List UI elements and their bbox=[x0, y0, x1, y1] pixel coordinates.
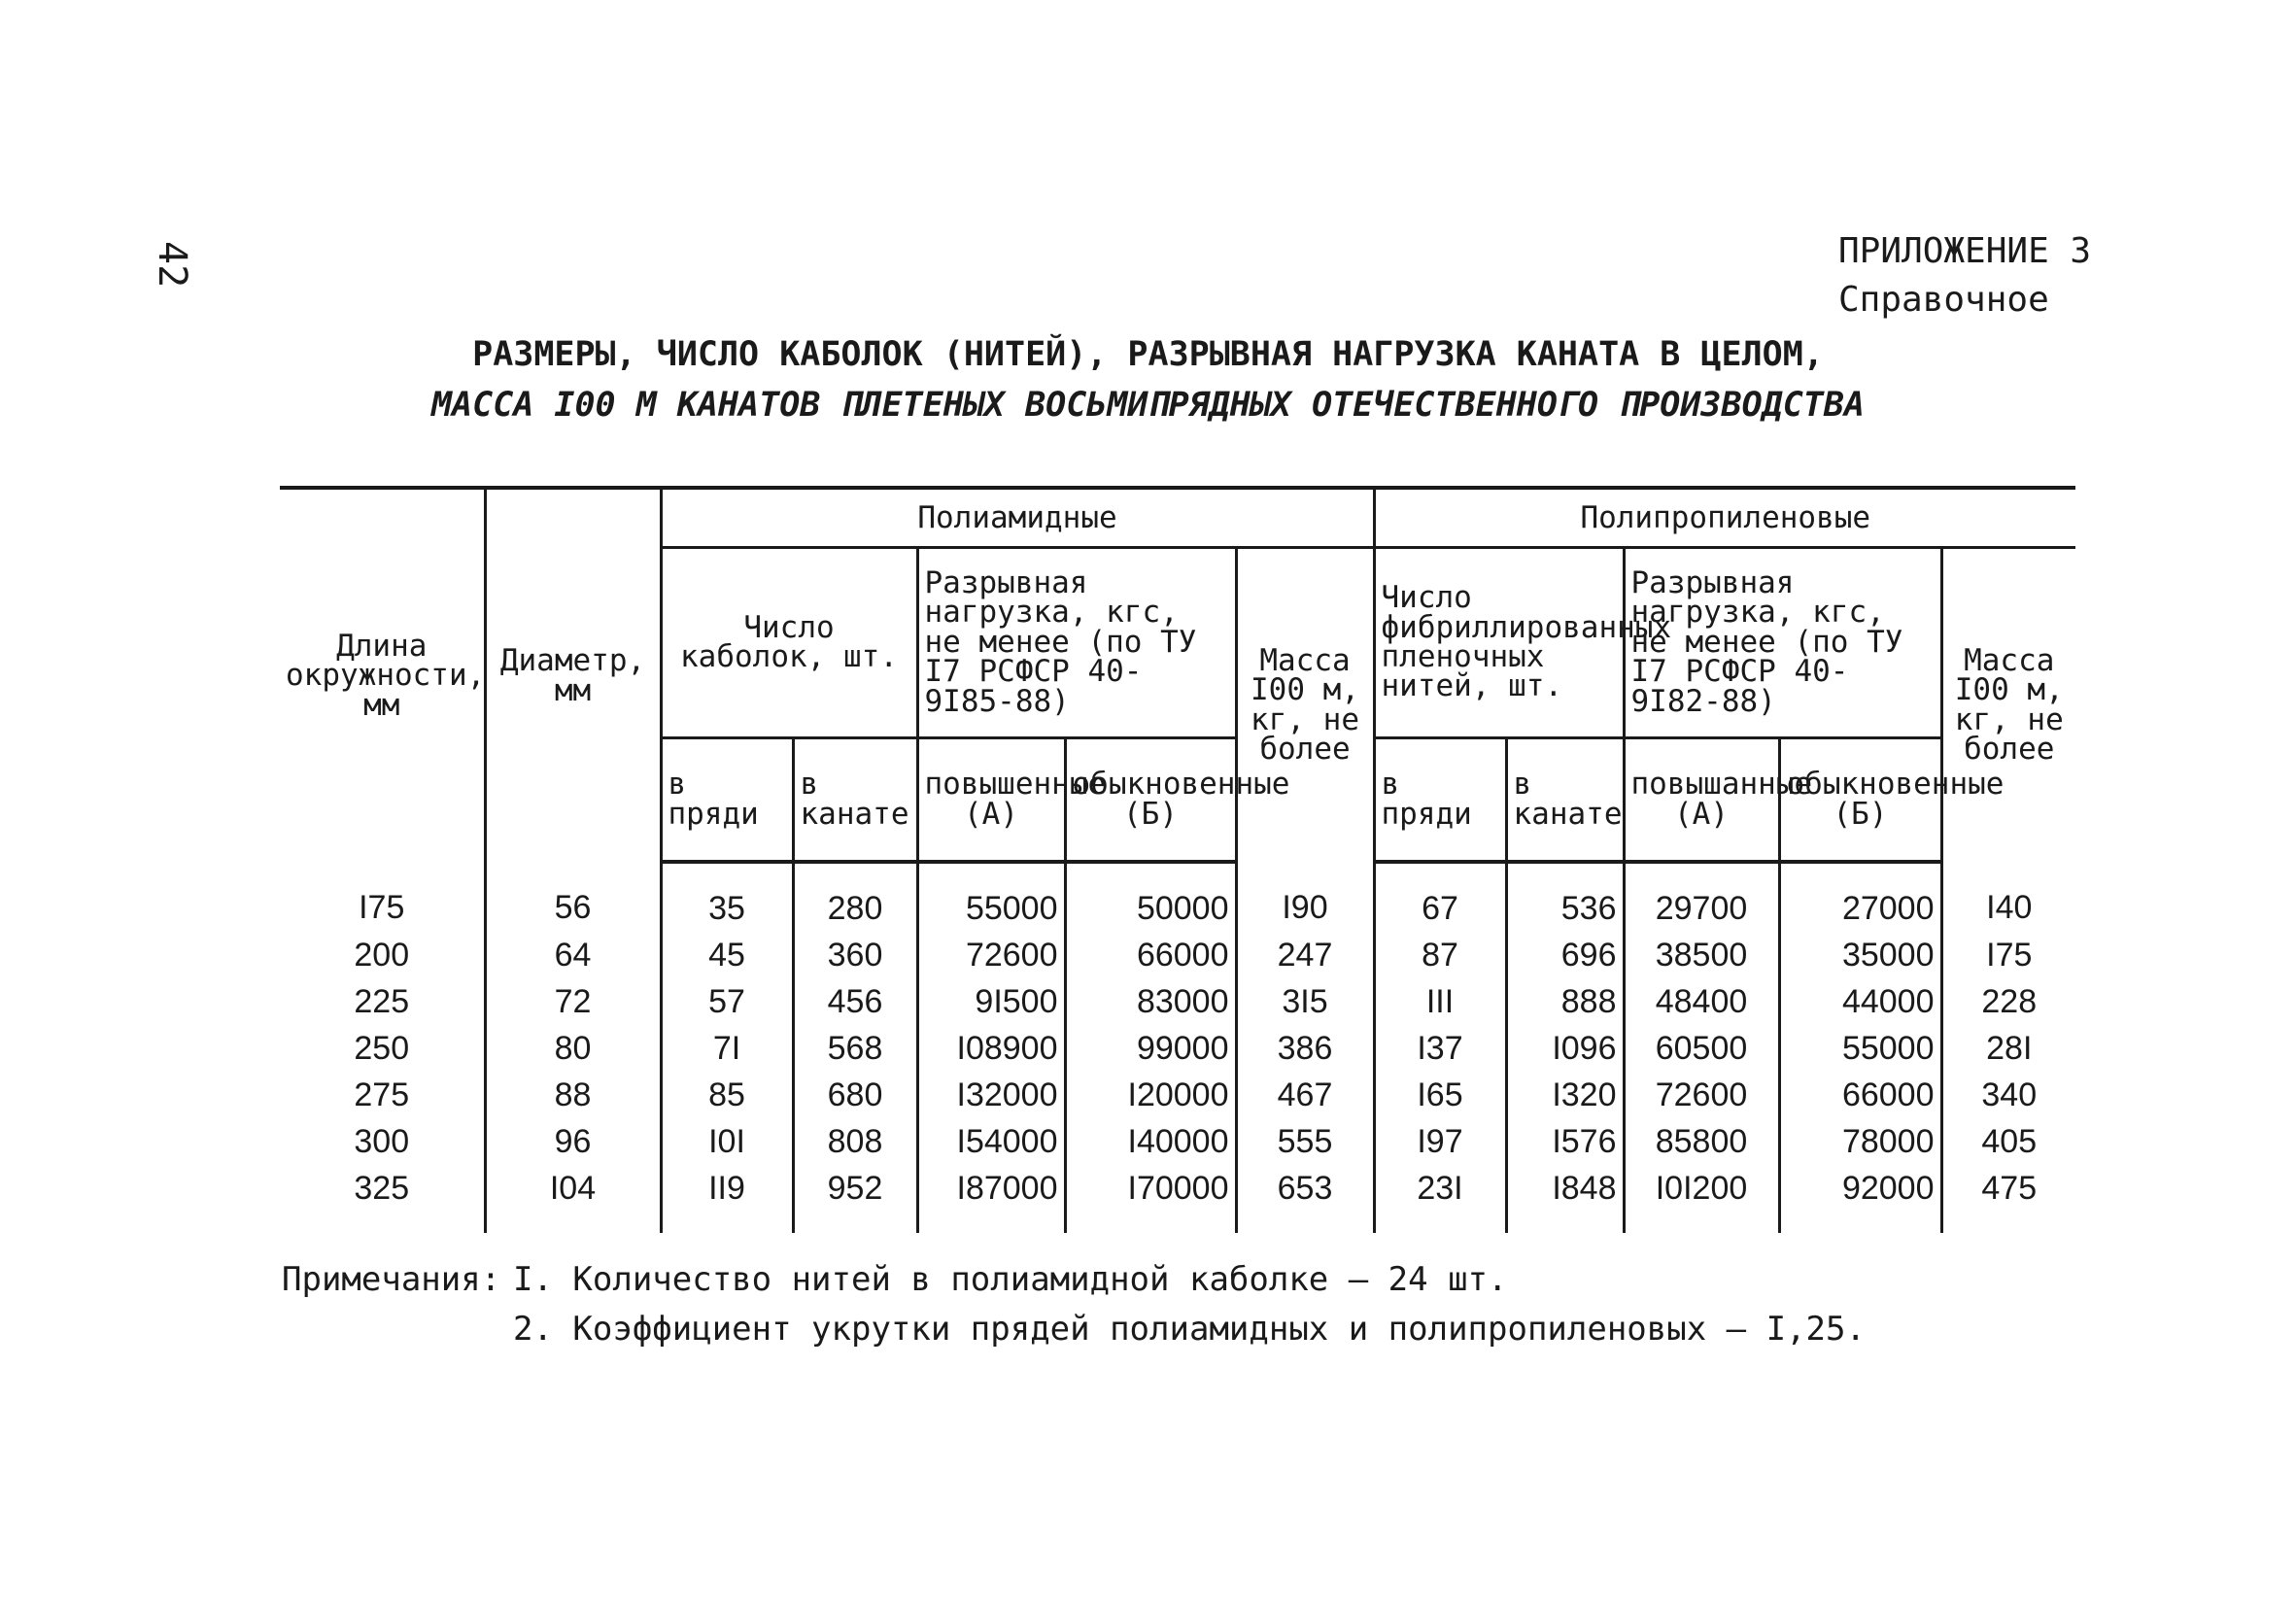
cell-pa-normal: 50000 bbox=[1065, 862, 1236, 932]
cell-pa-mass: 467 bbox=[1236, 1072, 1374, 1118]
cell-pp-mass: I75 bbox=[1941, 932, 2075, 978]
header-pa-normal: обыкновенные (Б) bbox=[1065, 737, 1236, 862]
header-pa-mass: Масса I00 м, кг, не более bbox=[1236, 547, 1374, 862]
document-title-line-1: РАЗМЕРЫ, ЧИСЛО КАБОЛОК (НИТЕЙ), РАЗРЫВНАЯ НАГРУЗКА КАНАТА В ЦЕЛОМ, bbox=[472, 335, 1824, 374]
cell-pp-high: 60500 bbox=[1624, 1025, 1779, 1072]
header-pa-breaking-load: Разрывная нагрузка, кгс, не менее (по ТУ I7 РСФСР 40-9I85-88) bbox=[917, 547, 1236, 737]
cell-pa-in-rope: 952 bbox=[793, 1165, 917, 1233]
cell-pp-in-rope: I320 bbox=[1506, 1072, 1624, 1118]
header-pp-in-rope: в канате bbox=[1506, 737, 1624, 862]
table-row bbox=[280, 1072, 2075, 1118]
cell-pa-high: I54000 bbox=[917, 1118, 1065, 1165]
cell-pp-high: I0I200 bbox=[1624, 1165, 1779, 1233]
header-pa-yarn-count: Число каболок, шт. bbox=[661, 547, 917, 737]
cell-pa-normal: 83000 bbox=[1065, 978, 1236, 1025]
notes bbox=[282, 1255, 1866, 1354]
table-row bbox=[280, 932, 2075, 978]
cell-pa-mass: 386 bbox=[1236, 1025, 1374, 1072]
cell-diameter: I04 bbox=[485, 1165, 661, 1233]
cell-pa-mass: 247 bbox=[1236, 932, 1374, 978]
header-polypropylene-group: Полипропиленовые bbox=[1374, 488, 2075, 547]
cell-pa-in-rope: 680 bbox=[793, 1072, 917, 1118]
cell-pa-in-strand: II9 bbox=[661, 1165, 793, 1233]
cell-diameter: 80 bbox=[485, 1025, 661, 1072]
cell-diameter: 56 bbox=[485, 862, 661, 932]
cell-pa-mass: 555 bbox=[1236, 1118, 1374, 1165]
cell-pp-high: 29700 bbox=[1624, 862, 1779, 932]
cell-pp-in-rope: 696 bbox=[1506, 932, 1624, 978]
table-header bbox=[280, 488, 2075, 862]
cell-pp-mass: 28I bbox=[1941, 1025, 2075, 1072]
header-pp-high: повышанные (А) bbox=[1624, 737, 1779, 862]
cell-pp-in-rope: 536 bbox=[1506, 862, 1624, 932]
cell-pp-in-strand: 87 bbox=[1374, 932, 1506, 978]
cell-pa-high: I08900 bbox=[917, 1025, 1065, 1072]
header-polyamide-group: Полиамидные bbox=[661, 488, 1374, 547]
cell-circumference: 325 bbox=[354, 1169, 410, 1207]
cell-pa-high: 9I500 bbox=[917, 978, 1065, 1025]
cell-pp-normal: 35000 bbox=[1779, 932, 1941, 978]
cell-circumference: 200 bbox=[354, 936, 410, 974]
note-line-2 bbox=[282, 1305, 1866, 1354]
cell-pp-mass: 405 bbox=[1941, 1118, 2075, 1165]
cell-pp-normal: 55000 bbox=[1779, 1025, 1941, 1072]
cell-pa-in-strand: 45 bbox=[661, 932, 793, 978]
cell-pa-mass: 653 bbox=[1236, 1165, 1374, 1233]
document-title-line-2: МАССА I00 М КАНАТОВ ПЛЕТЕНЫХ ВОСЬМИПРЯДНЫХ ОТЕЧЕСТВЕННОГО ПРОИЗВОДСТВА bbox=[430, 386, 1866, 425]
header-pa-high: повышенные (А) bbox=[917, 737, 1065, 862]
notes-label: Примечания: bbox=[282, 1260, 501, 1299]
cell-circumference: 250 bbox=[354, 1029, 410, 1067]
cell-pa-in-rope: 360 bbox=[793, 932, 917, 978]
cell-pa-in-rope: 280 bbox=[793, 862, 917, 932]
cell-circumference: 300 bbox=[354, 1122, 410, 1160]
cell-pp-high: 85800 bbox=[1624, 1118, 1779, 1165]
table-body bbox=[280, 862, 2075, 1233]
note-item: 2. Коэффициент укрутки прядей полиамидных и полипропиленовых – I,25. bbox=[513, 1310, 1866, 1349]
cell-pp-high: 38500 bbox=[1624, 932, 1779, 978]
cell-pp-mass: 475 bbox=[1941, 1165, 2075, 1233]
header-circumference: Длина окружности, мм bbox=[280, 488, 485, 862]
cell-pa-in-rope: 456 bbox=[793, 978, 917, 1025]
cell-diameter: 88 bbox=[485, 1072, 661, 1118]
cell-pp-in-strand: 67 bbox=[1374, 862, 1506, 932]
cell-pa-in-strand: 57 bbox=[661, 978, 793, 1025]
cell-pa-normal: I70000 bbox=[1065, 1165, 1236, 1233]
cell-pp-in-rope: I848 bbox=[1506, 1165, 1624, 1233]
cell-pp-in-rope: I096 bbox=[1506, 1025, 1624, 1072]
note-line-1 bbox=[282, 1255, 1866, 1305]
cell-pp-high: 48400 bbox=[1624, 978, 1779, 1025]
cell-pa-in-strand: 85 bbox=[661, 1072, 793, 1118]
cell-pa-mass: 3I5 bbox=[1236, 978, 1374, 1025]
cell-pp-mass: I40 bbox=[1941, 862, 2075, 932]
appendix-label: ПРИЛОЖЕНИЕ 3 bbox=[1838, 231, 2092, 271]
table-row bbox=[280, 1165, 2075, 1233]
table-row bbox=[280, 1025, 2075, 1072]
table-row bbox=[280, 1118, 2075, 1165]
header-pp-normal: обыкновенные (Б) bbox=[1779, 737, 1941, 862]
cell-pp-normal: 44000 bbox=[1779, 978, 1941, 1025]
table-row bbox=[280, 978, 2075, 1025]
header-pp-filament-count: Число фибриллированных пленочных нитей, шт. bbox=[1374, 547, 1624, 737]
cell-diameter: 96 bbox=[485, 1118, 661, 1165]
appendix-type: Справочное bbox=[1838, 280, 2049, 320]
cell-pa-high: 55000 bbox=[917, 862, 1065, 932]
rope-specification-table bbox=[280, 486, 2075, 1233]
cell-pa-normal: 99000 bbox=[1065, 1025, 1236, 1072]
cell-pp-in-rope: I576 bbox=[1506, 1118, 1624, 1165]
cell-pa-high: I32000 bbox=[917, 1072, 1065, 1118]
cell-pp-normal: 27000 bbox=[1779, 862, 1941, 932]
cell-pp-in-rope: 888 bbox=[1506, 978, 1624, 1025]
cell-diameter: 72 bbox=[485, 978, 661, 1025]
cell-pp-in-strand: I97 bbox=[1374, 1118, 1506, 1165]
cell-pa-high: I87000 bbox=[917, 1165, 1065, 1233]
header-diameter: Диаметр, мм bbox=[485, 488, 661, 862]
cell-pp-mass: 340 bbox=[1941, 1072, 2075, 1118]
header-pp-mass: Масса I00 м, кг, не более bbox=[1941, 547, 2075, 862]
cell-diameter: 64 bbox=[485, 932, 661, 978]
cell-pp-normal: 66000 bbox=[1779, 1072, 1941, 1118]
cell-circumference: 225 bbox=[354, 982, 410, 1020]
cell-pa-normal: I20000 bbox=[1065, 1072, 1236, 1118]
cell-pp-normal: 92000 bbox=[1779, 1165, 1941, 1233]
cell-pa-in-strand: 7I bbox=[661, 1025, 793, 1072]
cell-pp-in-strand: I65 bbox=[1374, 1072, 1506, 1118]
cell-pa-in-rope: 808 bbox=[793, 1118, 917, 1165]
cell-circumference: 275 bbox=[354, 1076, 410, 1113]
cell-pa-normal: 66000 bbox=[1065, 932, 1236, 978]
page-number: 42 bbox=[150, 241, 194, 289]
cell-pp-mass: 228 bbox=[1941, 978, 2075, 1025]
cell-pp-in-strand: I37 bbox=[1374, 1025, 1506, 1072]
header-pp-in-strand: в пряди bbox=[1374, 737, 1506, 862]
cell-pa-mass: I90 bbox=[1236, 862, 1374, 932]
header-pa-in-strand: в пряди bbox=[661, 737, 793, 862]
cell-pp-in-strand: 23I bbox=[1374, 1165, 1506, 1233]
cell-pp-high: 72600 bbox=[1624, 1072, 1779, 1118]
cell-circumference: I75 bbox=[359, 888, 405, 926]
cell-pa-in-strand: I0I bbox=[661, 1118, 793, 1165]
header-pa-in-rope: в канате bbox=[793, 737, 917, 862]
cell-pa-normal: I40000 bbox=[1065, 1118, 1236, 1165]
table-row bbox=[280, 862, 2075, 932]
header-pp-breaking-load: Разрывная нагрузка, кгс, не менее (по ТУ I7 РСФСР 40-9I82-88) bbox=[1624, 547, 1941, 737]
rope-specification-table-container bbox=[280, 486, 2075, 1233]
cell-pp-in-strand: III bbox=[1374, 978, 1506, 1025]
note-item: I. Количество нитей в полиамидной каболке – 24 шт. bbox=[513, 1260, 1508, 1299]
cell-pa-in-strand: 35 bbox=[661, 862, 793, 932]
cell-pa-high: 72600 bbox=[917, 932, 1065, 978]
cell-pa-in-rope: 568 bbox=[793, 1025, 917, 1072]
cell-pp-normal: 78000 bbox=[1779, 1118, 1941, 1165]
